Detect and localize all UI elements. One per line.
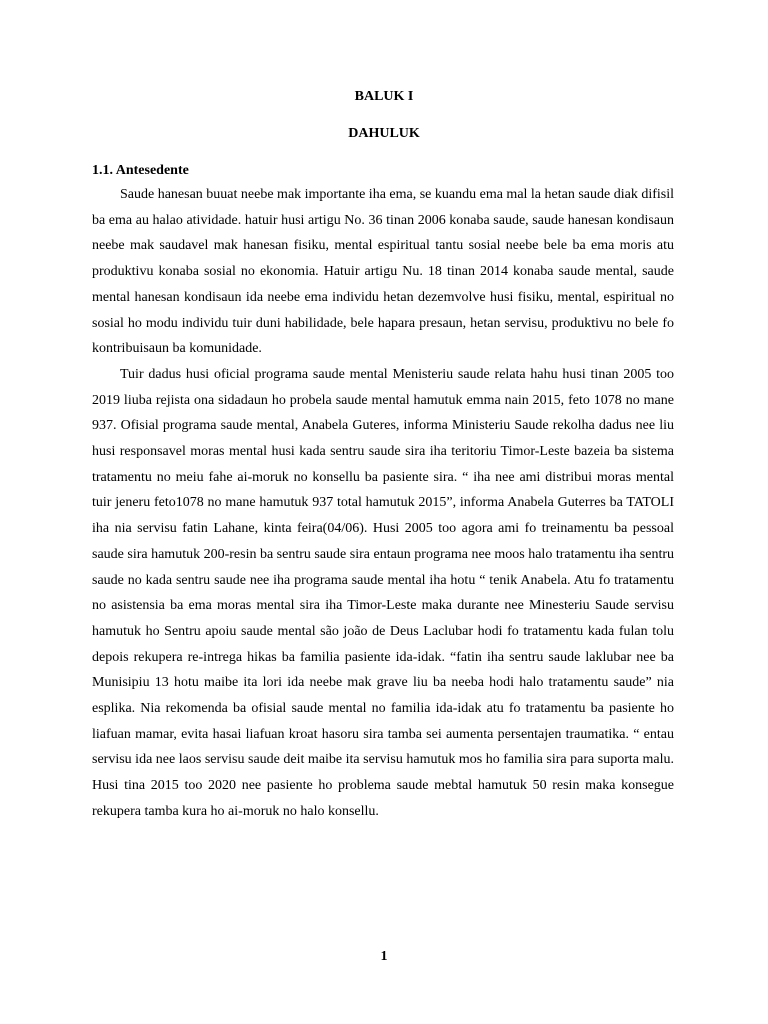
paragraph: Tuir dadus husi oficial programa saude mental Menisteriu saude relata hahu husi tinan 2005 too 2019 liuba rejista ona sidadaun ho probela saude mental hamutuk emma nain 2015, feto 1078 no mane 937. Ofisial programa saude mental, Anabela Guteres, informa Ministeriu Saude rekolha dadus nee liu husi responsavel moras mental husi kada sentru saude sira iha teritoriu Timor-Leste bazeia ba sistema tratamentu no meiu fahe ai-moruk no konsellu ba pasiente sira. “ iha nee ami distribui moras mental tuir jeneru feto1078 no mane hamutuk 937 total hamutuk 2015”, informa Anabela Guterres ba TATOLI iha nia servisu fatin Lahane, kinta feira(04/06). Husi 2005 too agora ami fo treinamentu ba pessoal saude sira hamutuk 200-resin ba sentru saude sira entaun programa nee moos halo tratamentu iha sentru saude no kada sentru saude nee iha programa saude mental iha hotu “ tenik Anabela. Atu fo tratamentu no asistensia ba ema moras mental sira iha Timor-Leste maka durante nee Minesteriu Saude servisu hamutuk ho Sentru apoiu saude mental são joão de Deus Laclubar hodi fo tratamentu kada fulan tolu depois rekupera re-intrega hikas ba familia pasiente ida-idak. “fatin iha sentru saude laklubar nee ba Munisipiu 13 hotu maibe ita lori ida neebe mak grave liu ba neeba hodi halo tratamentu saude” nia esplika. Nia rekomenda ba ofisial saude mental no familia ida-idak atu fo tratamentu ba pasiente ho liafuan mamar, evita hasai liafuan kroat hasoru sira tamba sei aumenta persentajen traumatika. “ entau servisu ida nee laos servisu saude deit maibe ita servisu hamutuk mos ho familia sira para suporta malu. Husi tina 2015 too 2020 nee pasiente ho problema saude mebtal hamutuk 50 resin maka konsegue rekupera tamba kura ho ai-moruk no halo konsellu. [92, 366, 674, 819]
section-heading: 1.1. Antesedente [92, 163, 189, 178]
body-text [92, 182, 674, 825]
chapter-title: DAHULUK [348, 126, 420, 141]
page-number: 1 [380, 949, 388, 964]
chapter-heading: BALUK I [354, 89, 414, 104]
paragraph: Saude hanesan buuat neebe mak importante iha ema, se kuandu ema mal la hetan saude diak difisil ba ema au halao atividade. hatuir husi artigu No. 36 tinan 2006 konaba saude, saude hanesan kondisaun neebe mak saudavel mak hanesan fisiku, mental espiritual tantu sosial neebe bele ba ema moris atu produktivu konaba sosial no ekonomia. Hatuir artigu Nu. 18 tinan 2014 konaba saude mental, saude mental hanesan kondisaun ida neebe ema individu hetan dezemvolve husi fisiku, mental, espiritual no sosial ho modu individu tuir duni habilidade, bele hapara presaun, hetan servisu, produktivu no bele fo kontribuisaun ba komunidade. [92, 187, 674, 357]
